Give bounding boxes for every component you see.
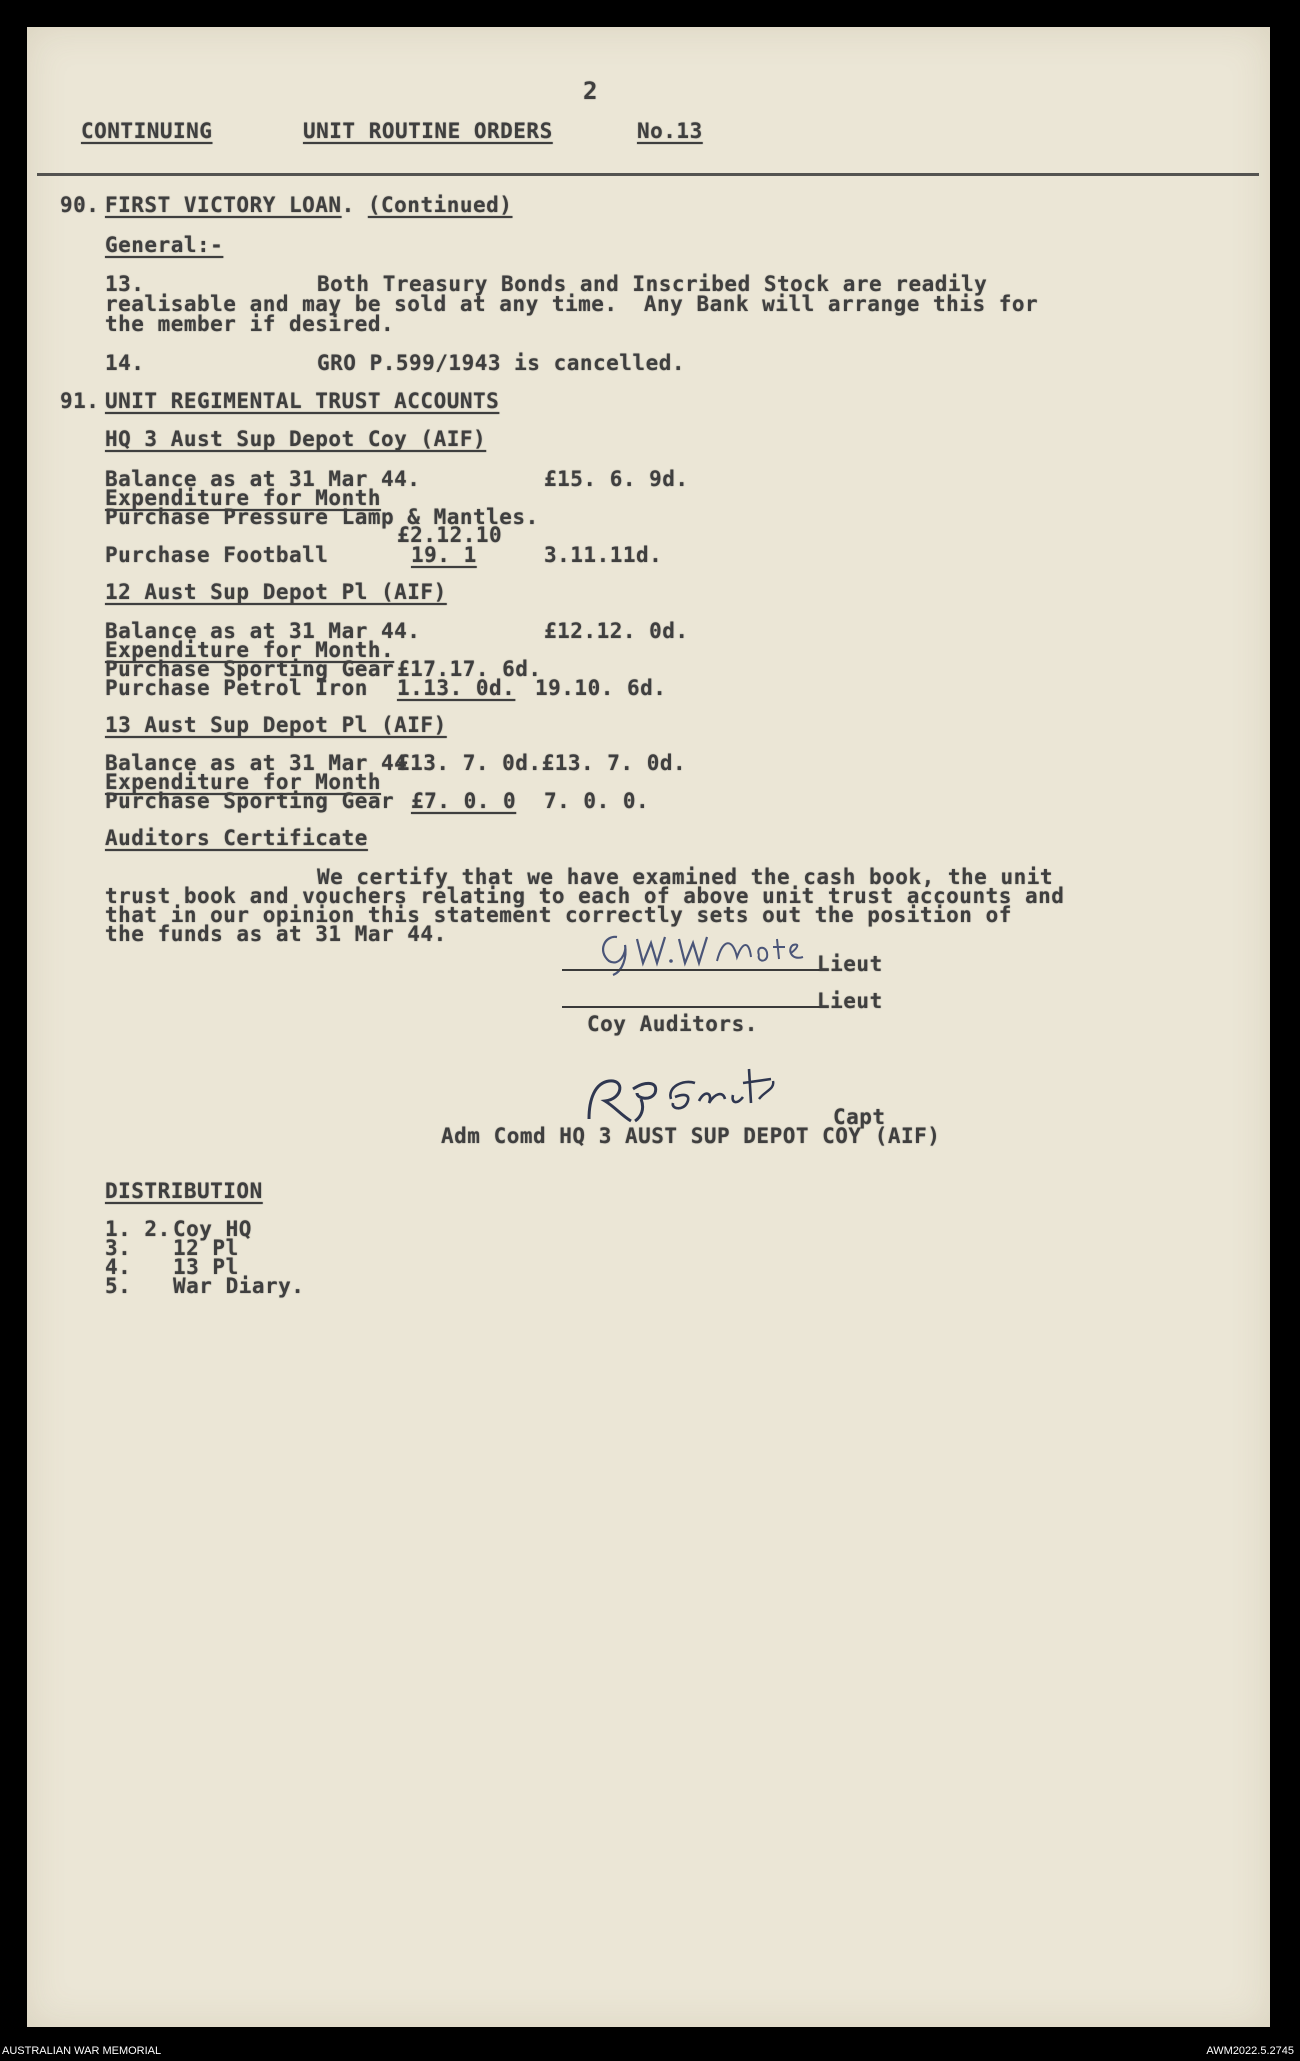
auditor-signature bbox=[587, 917, 837, 977]
distribution-row-4-num: 5. bbox=[105, 1274, 132, 1298]
hq-total: 3.11.11d. bbox=[544, 543, 663, 567]
distribution-row-3-to: 13 Pl bbox=[173, 1255, 239, 1279]
document-page bbox=[27, 27, 1270, 2027]
footer-accession-number: AWM2022.5.2745 bbox=[1206, 2045, 1294, 2057]
pl12-expenditure-label: Expenditure for Month. bbox=[105, 638, 395, 662]
hq-item-1-label: Purchase Pressure Lamp & Mantles. bbox=[105, 505, 539, 529]
para-13-number: 13. bbox=[105, 272, 145, 296]
auditors-line-3: that in our opinion this statement correctly sets out the position of bbox=[105, 903, 1012, 927]
auditors-line-4: the funds as at 31 Mar 44. bbox=[105, 922, 447, 946]
coy-auditors-caption: Coy Auditors. bbox=[587, 1012, 758, 1036]
footer-credit: AUSTRALIAN WAR MEMORIAL bbox=[2, 2045, 162, 2057]
header-rule bbox=[37, 173, 1259, 176]
item-91-number: 91. bbox=[60, 389, 100, 413]
hq-balance-value: £15. 6. 9d. bbox=[544, 467, 689, 491]
auditor-rank-2: Lieut bbox=[817, 989, 883, 1013]
pl13-item-1-value: £7. 0. 0 bbox=[411, 789, 517, 813]
auditors-line-2: trust book and vouchers relating to each of above unit trust accounts and bbox=[105, 884, 1065, 908]
pl12-item-1-value: £17.17. 6d. bbox=[397, 657, 542, 681]
auditor-signature-line-2 bbox=[562, 1006, 822, 1008]
hq-balance-label: Balance as at 31 Mar 44. bbox=[105, 467, 421, 491]
pl12-account-title: 12 Aust Sup Depot Pl (AIF) bbox=[105, 580, 447, 604]
pl13-expenditure-label: Expenditure for Month bbox=[105, 770, 382, 794]
pl12-balance-value: £12.12. 0d. bbox=[544, 619, 689, 643]
commander-signature bbox=[575, 1059, 785, 1129]
para-14-text: GRO P.599/1943 is cancelled. bbox=[317, 351, 686, 375]
hq-item-2-value: 19. 1 bbox=[411, 543, 477, 567]
para-14-number: 14. bbox=[105, 351, 145, 375]
item-91-heading: UNIT REGIMENTAL TRUST ACCOUNTS bbox=[105, 389, 500, 413]
hq-expenditure-label: Expenditure for Month bbox=[105, 486, 382, 510]
item-90-number: 90. bbox=[60, 193, 100, 217]
distribution-row-1-num: 1. 2. bbox=[105, 1217, 171, 1241]
distribution-row-4-to: War Diary. bbox=[173, 1274, 305, 1298]
commander-designation: Adm Comd HQ 3 AUST SUP DEPOT COY (AIF) bbox=[441, 1124, 941, 1148]
pl12-item-1-label: Purchase Sporting Gear bbox=[105, 657, 395, 681]
auditors-certificate-title: Auditors Certificate bbox=[105, 826, 368, 850]
commander-rank: Capt bbox=[833, 1105, 886, 1129]
pl12-item-2-value: 1.13. 0d. bbox=[397, 676, 516, 700]
document-title: UNIT ROUTINE ORDERS bbox=[303, 119, 553, 143]
pl12-balance-label: Balance as at 31 Mar 44. bbox=[105, 619, 421, 643]
auditors-line-1: We certify that we have examined the cash book, the unit bbox=[317, 865, 1054, 889]
pl12-item-2-label: Purchase Petrol Iron bbox=[105, 676, 368, 700]
item-90-heading-suffix: . bbox=[341, 193, 368, 217]
para-13-line-2: realisable and may be sold at any time. Any Bank will arrange this for bbox=[105, 292, 1039, 316]
distribution-row-2-num: 3. bbox=[105, 1236, 132, 1260]
auditor-rank-1: Lieut bbox=[817, 952, 883, 976]
distribution-title: DISTRIBUTION bbox=[105, 1179, 263, 1203]
order-number: No.13 bbox=[637, 119, 703, 143]
item-90-heading: FIRST VICTORY LOAN bbox=[105, 193, 342, 217]
distribution-row-1-to: Coy HQ bbox=[173, 1217, 252, 1241]
page-number: 2 bbox=[583, 77, 598, 105]
para-13-line-3: the member if desired. bbox=[105, 312, 395, 336]
item-90-continued: (Continued) bbox=[367, 193, 513, 217]
hq-item-2-label: Purchase Football bbox=[105, 543, 329, 567]
pl12-total: 19.10. 6d. bbox=[535, 676, 667, 700]
pl13-balance-label: Balance as at 31 Mar 44 bbox=[105, 751, 408, 775]
pl13-account-title: 13 Aust Sup Depot Pl (AIF) bbox=[105, 713, 447, 737]
hq-account-title: HQ 3 Aust Sup Depot Coy (AIF) bbox=[105, 427, 487, 451]
para-13-line-1: Both Treasury Bonds and Inscribed Stock are readily bbox=[317, 272, 988, 296]
auditor-signature-line-1 bbox=[562, 969, 822, 971]
distribution-row-3-num: 4. bbox=[105, 1255, 132, 1279]
item-90-heading-line bbox=[105, 193, 512, 217]
continuing-label: CONTINUING bbox=[81, 119, 213, 143]
hq-item-1-value: £2.12.10 bbox=[397, 523, 503, 547]
distribution-row-2-to: 12 Pl bbox=[173, 1236, 239, 1260]
pl13-total: 7. 0. 0. bbox=[544, 789, 650, 813]
general-subheading: General:- bbox=[105, 233, 224, 257]
pl13-balance-value: £13. 7. 0d.£13. 7. 0d. bbox=[397, 751, 687, 775]
pl13-item-1-label: Purchase Sporting Gear bbox=[105, 789, 395, 813]
